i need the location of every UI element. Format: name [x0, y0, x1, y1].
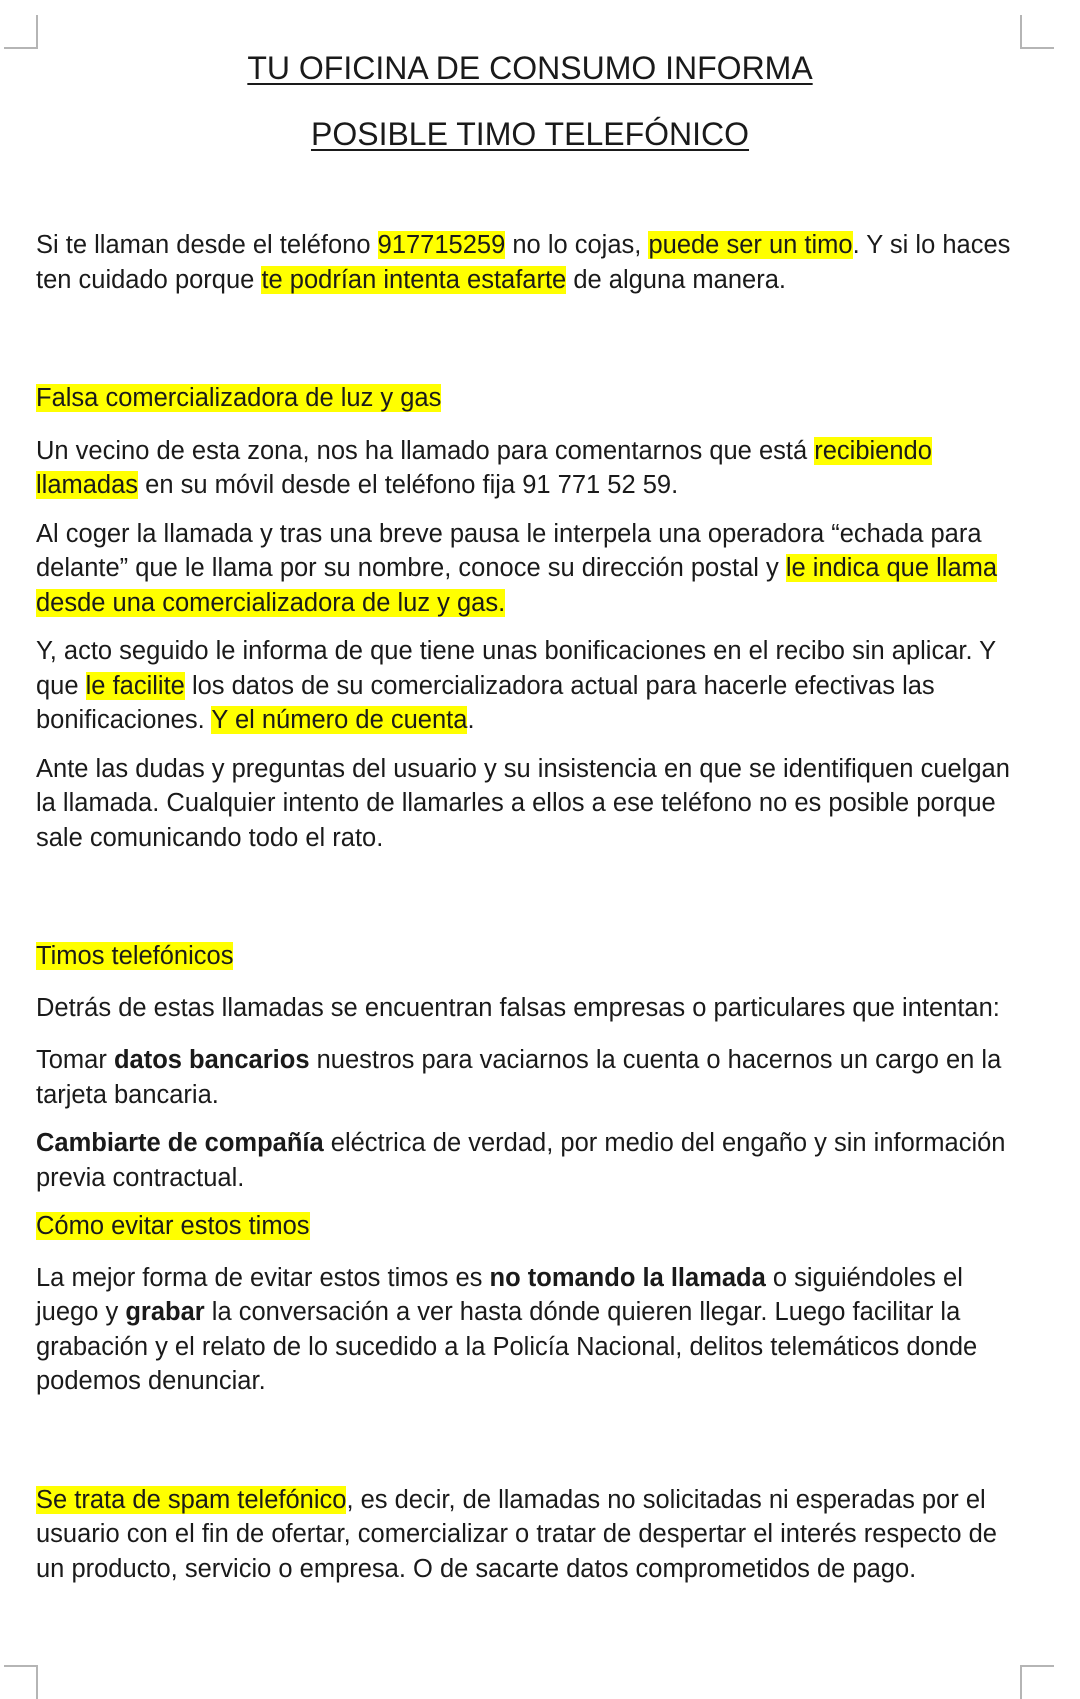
text-run: no lo cojas,	[505, 231, 649, 259]
text-run: . Y si lo haces ten cuidado porque	[36, 231, 1011, 294]
page-corner-mark-bottom-left	[4, 1665, 38, 1699]
heading-text: Falsa comercializadora de luz y gas	[36, 384, 442, 412]
highlighted-text: te podrían intenta estafarte	[261, 265, 567, 294]
page-corner-mark-top-left	[4, 15, 38, 49]
section2-paragraph-1: Detrás de estas llamadas se encuentran falsas empresas o particulares que intentan:	[36, 993, 1000, 1022]
section1-paragraph-2	[36, 517, 1026, 621]
page-subtitle: POSIBLE TIMO TELEFÓNICO	[310, 116, 750, 152]
section2-paragraph-3	[36, 1126, 1026, 1195]
highlighted-text: recibiendo llamadas	[36, 436, 932, 499]
text-run: , es decir, de llamadas no solicitadas ni esperadas por el usuario con el fin de ofertar, comercializar o tratar de despertar el interés respecto de un producto, servicio o empresa. O de sacarte datos comprometidos de pago.	[36, 1485, 997, 1583]
highlighted-phone-number: 917715259	[377, 231, 506, 259]
text-run: .	[467, 706, 475, 734]
highlighted-text: Se trata de spam telefónico	[36, 1485, 347, 1514]
highlighted-text: Y el número de cuenta	[211, 706, 468, 734]
text-run: los datos de su comercializadora actual para hacerle efectivas las bonificaciones.	[36, 671, 935, 734]
bold-text: no tomando la llamada	[489, 1263, 766, 1292]
section-heading-avoid-scams	[36, 1209, 1026, 1244]
text-run: La mejor forma de evitar estos timos es	[36, 1263, 490, 1292]
text-run: Al coger la llamada y tras una breve pausa le interpela una operadora “echada para delante” que le llama por su nombre, conoce su dirección postal y	[36, 519, 982, 582]
page-title: TU OFICINA DE CONSUMO INFORMA	[247, 50, 813, 86]
section2-paragraph-2	[36, 1043, 1026, 1112]
bold-text: Cambiarte de compañía	[36, 1129, 324, 1157]
closing-paragraph	[36, 1483, 1026, 1587]
intro-paragraph	[36, 228, 1026, 297]
section-heading-false-supplier	[36, 381, 1026, 416]
text-run: Si te llaman desde el teléfono	[36, 231, 378, 259]
highlighted-text: le indica que llama desde una comercializadora de luz y gas.	[36, 554, 998, 617]
text-run: eléctrica de verdad, por medio del engaño y sin información previa contractual.	[36, 1129, 1006, 1192]
highlighted-text: puede ser un timo	[648, 231, 853, 259]
heading-text: Timos telefónicos	[36, 942, 234, 970]
text-run: o siguiéndoles el juego y	[36, 1263, 963, 1326]
section1-paragraph-1	[36, 434, 1026, 503]
text-run: de alguna manera.	[566, 265, 786, 294]
page-corner-mark-bottom-right	[1020, 1665, 1054, 1699]
heading-text: Cómo evitar estos timos	[36, 1212, 310, 1240]
text-run: Tomar	[36, 1046, 114, 1074]
bold-text: grabar	[125, 1298, 205, 1326]
text-run: Un vecino de esta zona, nos ha llamado para comentarnos que está	[36, 436, 815, 465]
section1-paragraph-3	[36, 634, 1026, 738]
section1-paragraph-4: Ante las dudas y preguntas del usuario y su insistencia en que se identifiquen cuelgan la llamada. Cualquier intento de llamarles a ellos a ese teléfono no es posible porque sale comunicando todo el rato.	[36, 754, 1010, 852]
text-run: la conversación a ver hasta dónde quieren llegar. Luego facilitar la grabación y el relato de lo sucedido a la Policía Nacional, delitos telemáticos donde podemos denunciar.	[36, 1298, 978, 1395]
text-run: en su móvil desde el teléfono fija 91 771 52 59.	[138, 471, 679, 499]
text-run: nuestros para vaciarnos la cuenta o hacernos un cargo en la tarjeta bancaria.	[36, 1046, 1002, 1109]
bold-text: datos bancarios	[113, 1046, 310, 1074]
text-run: Y, acto seguido le informa de que tiene unas bonificaciones en el recibo sin aplicar. Y que	[36, 637, 996, 700]
document-body	[36, 228, 1026, 1586]
page-corner-mark-top-right	[1020, 15, 1054, 49]
section-heading-phone-scams	[36, 939, 1026, 974]
highlighted-text: le facilite	[85, 671, 185, 700]
section3-paragraph-1	[36, 1261, 1026, 1399]
